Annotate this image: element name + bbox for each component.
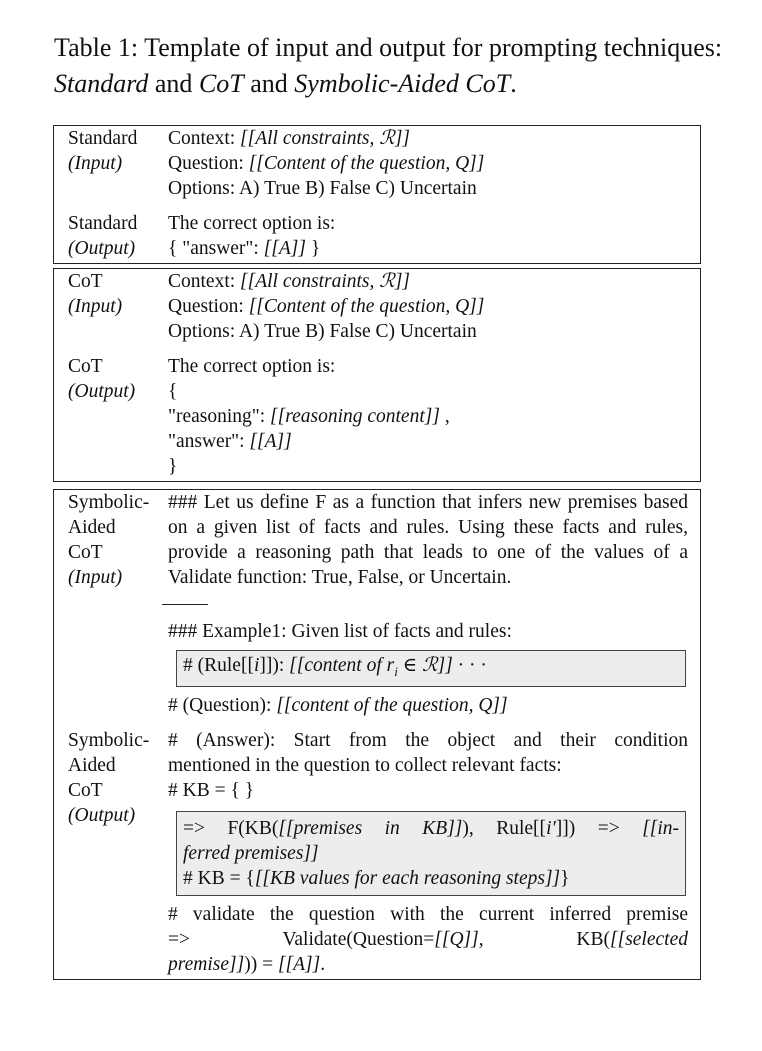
infer-d: ]]) =>	[555, 817, 620, 839]
row-label: Symbolic-	[68, 729, 150, 751]
answer-value: [[A]]	[249, 431, 292, 452]
context-value: [[All constraints, ℛ]]	[240, 271, 411, 292]
standard-template-box	[53, 125, 701, 264]
answer-suffix: }	[310, 238, 321, 259]
question-value: [[content of the question, Q]]	[276, 694, 508, 716]
validate-line-1: # validate the question with the current inferred premise	[168, 903, 688, 925]
question-prefix: Question:	[168, 296, 244, 317]
rule-subscript: i	[394, 663, 398, 679]
question-value: [[Content of the question, Q]]	[248, 296, 485, 317]
caption-and-2: and	[250, 69, 288, 98]
rule-value-a: [[content of r	[289, 655, 395, 676]
row-label: CoT	[68, 779, 103, 801]
rule-value-b: ∈ ℛ]]	[402, 655, 453, 676]
reasoning-suffix: ,	[444, 406, 450, 427]
answer-value: [[A]]	[263, 238, 306, 259]
validate-d: KB(	[576, 928, 611, 950]
context-prefix: Context:	[168, 128, 236, 149]
standard-output-row	[54, 211, 700, 261]
row-label: Standard	[68, 213, 138, 234]
example-line: ### Example1: Given list of facts and rules:	[168, 621, 512, 642]
question-line	[168, 294, 688, 319]
sacot-output-row	[54, 728, 700, 977]
standard-output-body	[168, 211, 700, 261]
row-label: CoT	[68, 542, 103, 563]
caption-standard: Standard	[54, 69, 149, 98]
cot-input-body	[168, 269, 700, 344]
open-brace: {	[168, 381, 178, 402]
rule-box	[176, 650, 686, 687]
answer-line-1: # (Answer): Start from the object and their condition	[168, 729, 688, 751]
row-label: Standard	[68, 128, 138, 149]
context-line	[168, 269, 688, 294]
question-prefix: # (Question):	[168, 694, 272, 716]
validate-e: [[selected	[610, 928, 688, 950]
rule-prefix: # (Rule[[	[183, 655, 254, 676]
caption-cot: CoT	[198, 69, 244, 98]
infer-e: [[in-	[642, 817, 680, 839]
row-sublabel: (Input)	[68, 296, 123, 317]
cot-output-label	[54, 354, 168, 479]
rule-mid: ]]):	[259, 655, 285, 676]
validate-line-2	[168, 927, 688, 952]
answer-prefix: "answer":	[168, 431, 245, 452]
sacot-input-label	[54, 490, 168, 718]
answer-line	[168, 429, 688, 454]
close-brace: }	[168, 456, 178, 477]
answer-line	[168, 236, 688, 261]
rule-index: i	[253, 655, 260, 676]
standard-input-body	[168, 126, 700, 201]
reasoning-value: [[reasoning content]]	[270, 406, 440, 427]
validate-f: premise]]	[168, 953, 245, 975]
validate-i: .	[320, 953, 326, 975]
cot-input-label	[54, 269, 168, 344]
options-line: Options: A) True B) False C) Uncertain	[168, 321, 477, 342]
caption-sacot: Symbolic-Aided CoT	[294, 69, 511, 98]
sacot-output-label	[54, 728, 168, 977]
row-label: Symbolic-	[68, 492, 150, 513]
question-value: [[Content of the question, Q]]	[248, 153, 485, 174]
validate-h: [[A]]	[277, 953, 321, 975]
rule-dots: · · ·	[457, 655, 487, 676]
infer-index: i′	[546, 817, 556, 839]
row-label: Aided	[68, 754, 116, 776]
standard-input-label	[54, 126, 168, 201]
standard-input-row	[54, 126, 700, 201]
validate-g: )) =	[244, 953, 274, 975]
question-line	[168, 151, 688, 176]
inference-line-2: ferred premises]]	[183, 842, 319, 864]
row-sublabel: (Input)	[68, 153, 123, 174]
standard-output-label	[54, 211, 168, 261]
context-line	[168, 126, 688, 151]
caption-prefix: Table 1: Template of input and output for prompting techniques:	[54, 33, 723, 62]
answer-prefix: { "answer":	[168, 238, 259, 259]
answer-line-2: mentioned in the question to collect relevant facts:	[168, 754, 562, 776]
context-value: [[All constraints, ℛ]]	[240, 128, 411, 149]
sacot-output-body	[168, 728, 700, 977]
row-sublabel: (Output)	[68, 381, 136, 402]
divider-rule	[162, 604, 208, 605]
inference-box	[176, 811, 686, 896]
sacot-input-body	[168, 490, 700, 718]
kb-init-line: # KB = { }	[168, 779, 255, 801]
kb-update-b: [[KB values for each reasoning steps]]	[254, 867, 561, 889]
inference-line-1	[183, 816, 679, 841]
correct-option-line: The correct option is:	[168, 356, 336, 377]
infer-c: ), Rule[[	[462, 817, 547, 839]
reasoning-prefix: "reasoning":	[168, 406, 266, 427]
sacot-input-row	[54, 490, 700, 718]
validate-b: Validate(Question=	[282, 928, 435, 950]
row-sublabel: (Output)	[68, 238, 136, 259]
row-sublabel: (Input)	[68, 567, 123, 588]
infer-b: [[premises in KB]]	[278, 817, 463, 839]
context-prefix: Context:	[168, 271, 236, 292]
validate-a: =>	[168, 928, 190, 950]
infer-a: => F(KB(	[183, 817, 279, 839]
sacot-question-line	[168, 693, 688, 718]
validate-line-3	[168, 952, 688, 977]
question-prefix: Question:	[168, 153, 244, 174]
row-label: CoT	[68, 356, 103, 377]
row-label: CoT	[68, 271, 103, 292]
cot-output-body	[168, 354, 700, 479]
kb-update-c: }	[560, 867, 570, 889]
sacot-template-box	[53, 489, 701, 980]
row-label: Aided	[68, 517, 116, 538]
correct-option-line: The correct option is:	[168, 213, 336, 234]
intro-paragraph: ### Let us define F as a function that infers new premises based on a given list of facts and rules. Using these facts and rules, provide a reasoning path that leads to one of the values of a Validate function: True, False, or Uncertain.	[168, 492, 688, 588]
kb-update-a: # KB = {	[183, 867, 255, 889]
cot-input-row	[54, 269, 700, 344]
row-sublabel: (Output)	[68, 804, 136, 826]
validate-c: [[Q]],	[434, 928, 484, 950]
reasoning-line	[168, 404, 688, 429]
caption-end: .	[510, 69, 517, 98]
table-caption	[54, 30, 734, 102]
options-line: Options: A) True B) False C) Uncertain	[168, 178, 477, 199]
cot-output-row	[54, 354, 700, 479]
caption-and-1: and	[154, 69, 193, 98]
kb-update-line	[183, 866, 679, 891]
cot-template-box	[53, 268, 701, 482]
